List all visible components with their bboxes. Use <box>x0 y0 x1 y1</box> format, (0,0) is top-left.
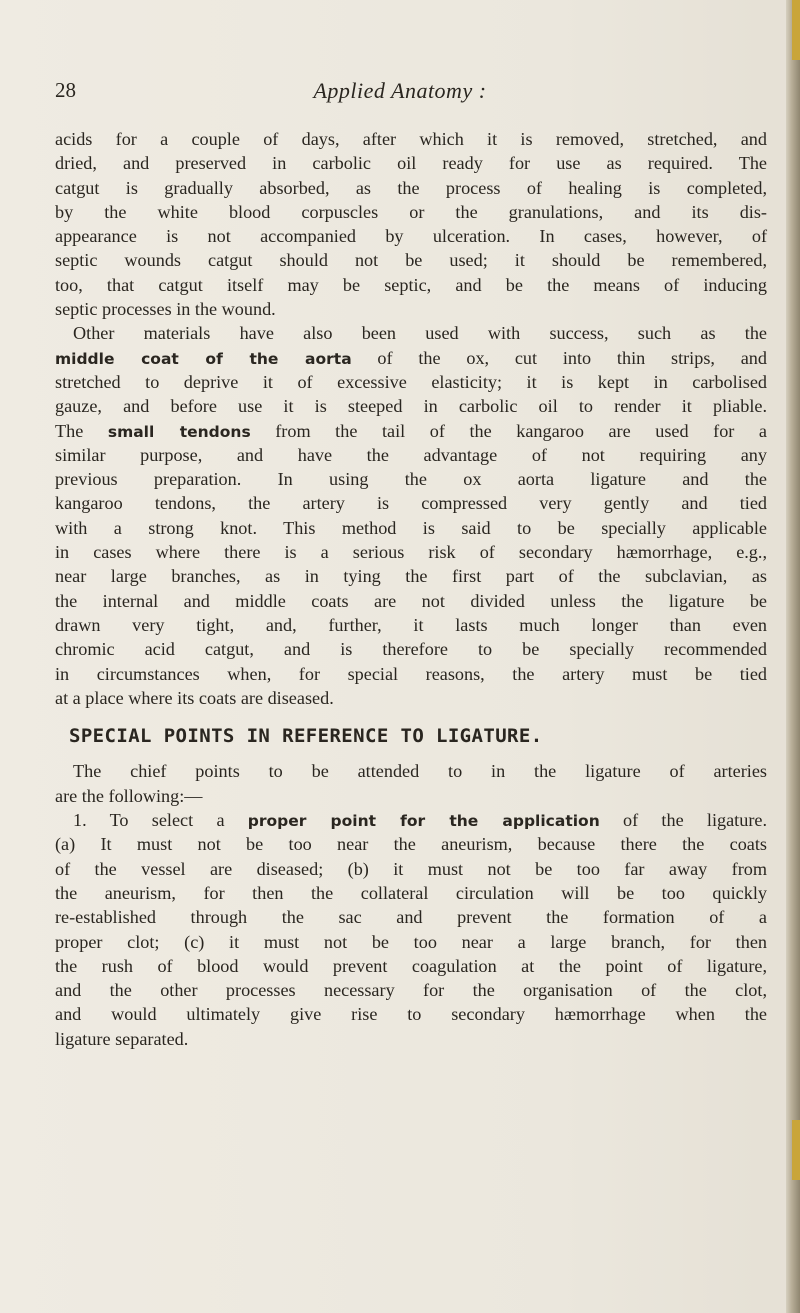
text-line: Other materials have also been used with success, such as the <box>73 323 767 344</box>
text-line: the internal and middle coats are not divided unless the ligature be <box>55 590 767 611</box>
bold-term: middle coat of the aorta <box>55 349 352 368</box>
running-title: Applied Anatomy : <box>313 78 487 103</box>
bold-term: proper point for the application <box>247 812 600 831</box>
text-line: and the other processes necessary for the organisation of the clot, <box>55 980 767 1001</box>
page-number: 28 <box>55 78 76 102</box>
body-text <box>55 127 767 1051</box>
text-line: by the white blood corpuscles or the granulations, and its dis- <box>55 201 767 222</box>
text-line: re-established through the sac and prevent the formation of a <box>55 907 767 928</box>
text-line: acids for a couple of days, after which it is removed, stretched, and <box>55 129 767 149</box>
text-line: ligature separated. <box>55 1028 189 1049</box>
text-line: stretched to deprive it of excessive elasticity; it is kept in carbolised <box>55 371 767 392</box>
bold-term: small tendons <box>107 422 251 441</box>
text-segment: of the ligature. <box>599 810 768 831</box>
text-line: and would ultimately give rise to secondary hæmorrhage when the <box>55 1004 767 1025</box>
text-line: too, that catgut itself may be septic, and be the means of inducing <box>55 274 767 295</box>
text-line: gauze, and before use it is steeped in carbolic oil to render it pliable. <box>55 396 767 417</box>
text-line: catgut is gradually absorbed, as the process of healing is completed, <box>55 177 767 198</box>
text-line: appearance is not accompanied by ulceration. In cases, however, of <box>55 226 767 247</box>
text-line: in circumstances when, for special reasons, the artery must be tied <box>55 663 767 684</box>
page-header <box>55 78 745 112</box>
text-line: kangaroo tendons, the artery is compressed very gently and tied <box>55 493 767 514</box>
section-heading: SPECIAL POINTS IN REFERENCE TO LIGATURE. <box>69 725 543 748</box>
text-line: dried, and preserved in carbolic oil ready for use as required. The <box>55 153 767 174</box>
page-edge-marking <box>792 1120 800 1180</box>
text-line <box>55 808 767 832</box>
text-segment: 1. To select a <box>73 810 248 831</box>
text-line: the aneurism, for then the collateral circulation will be too quickly <box>55 882 767 903</box>
text-line: of the vessel are diseased; (b) it must not be too far away from <box>55 858 767 879</box>
text-line: are the following:— <box>55 785 203 806</box>
page-edge <box>786 0 800 1313</box>
text-line: previous preparation. In using the ox aorta ligature and the <box>55 469 767 490</box>
text-line: septic processes in the wound. <box>55 299 276 320</box>
text-line: the rush of blood would prevent coagulation at the point of ligature, <box>55 955 767 976</box>
text-line: septic wounds catgut should not be used; it should be remembered, <box>55 250 767 271</box>
text-segment: from the tail of the kangaroo are used for a <box>250 420 767 441</box>
text-line: in cases where there is a serious risk of secondary hæmorrhage, e.g., <box>55 542 767 563</box>
text-segment: The <box>55 420 108 441</box>
text-line: near large branches, as in tying the first part of the subclavian, as <box>55 566 767 587</box>
text-line <box>55 346 767 370</box>
text-line: The chief points to be attended to in the ligature of arteries <box>73 761 767 782</box>
text-line: chromic acid catgut, and is therefore to be specially recommended <box>55 639 767 660</box>
text-segment: of the ox, cut into thin strips, and <box>351 347 767 368</box>
text-line: proper clot; (c) it must not be too near a large branch, for then <box>55 931 767 952</box>
text-line: at a place where its coats are diseased. <box>55 687 334 708</box>
text-line: drawn very tight, and, further, it lasts much longer than even <box>55 614 767 635</box>
text-line: (a) It must not be too near the aneurism, because there the coats <box>55 834 767 855</box>
text-line <box>55 419 767 443</box>
text-line: similar purpose, and have the advantage of not requiring any <box>55 444 767 465</box>
text-line: with a strong knot. This method is said to be specially applicable <box>55 517 767 538</box>
page-edge-marking <box>792 0 800 60</box>
